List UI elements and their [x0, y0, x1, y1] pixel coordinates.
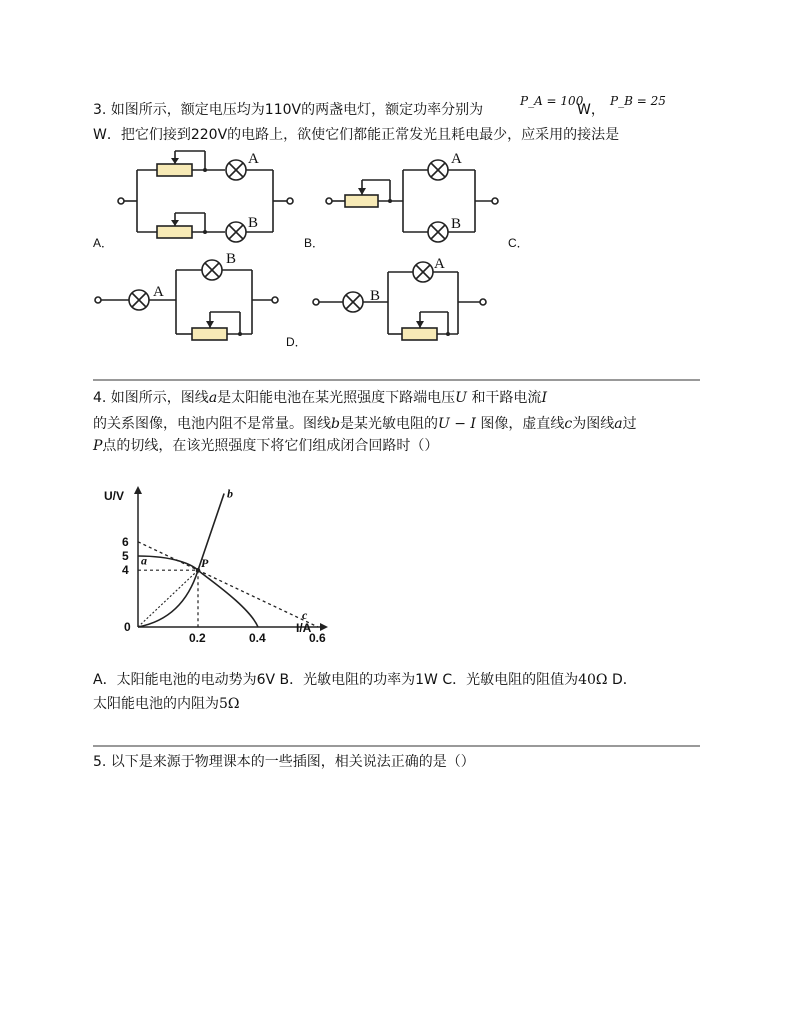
- y-tick-label: 4: [122, 563, 129, 578]
- x-tick-label: 0.2: [189, 631, 206, 645]
- section-divider: [93, 379, 700, 381]
- x-tick-label: 0.4: [249, 631, 266, 645]
- y-tick-label: 0: [124, 620, 131, 634]
- point-p: [196, 568, 200, 572]
- var-c: c: [564, 416, 573, 432]
- y-axis-label: U/V: [104, 489, 125, 503]
- circuit-option-b: [325, 148, 505, 248]
- var-a: a: [208, 390, 218, 406]
- series-b-label: b: [227, 486, 233, 501]
- lamp-b-label-c: B: [226, 251, 237, 267]
- y-axis-arrow: [134, 486, 142, 494]
- var-ui: U − I: [437, 416, 476, 432]
- lamp-b-label-b: B: [451, 216, 462, 232]
- ui-graph: [98, 480, 328, 650]
- q5-line1: 5. 以下是来源于物理课本的一些插图，相关说法正确的是（）: [93, 754, 475, 770]
- q4-line2: 的关系图像，电池内阻不是常量。图线b是某光敏电阻的U − I 图像，虚直线c为图线a过: [93, 416, 637, 432]
- circuit-option-c: [92, 250, 292, 350]
- var-a2: a: [614, 416, 623, 432]
- q3-line2: W．把它们接到220V的电路上，欲使它们都能正常发光且耗电最少，应采用的接法是: [93, 127, 620, 143]
- origin-to-p-line: [138, 570, 198, 627]
- lamp-a-label: A: [248, 151, 259, 167]
- q3-pa-formula: P_A = 100: [520, 94, 584, 108]
- q4-line3: P点的切线，在该光照强度下将它们组成闭合回路时（）: [93, 438, 439, 454]
- q3-unit-w: W，: [577, 102, 605, 118]
- x-axis-arrow: [320, 623, 328, 631]
- lamp-a-label-b: A: [451, 151, 462, 167]
- x-tick-label: 0.6: [309, 631, 326, 645]
- q3-line1: 3. 如图所示，额定电压均为110V的两盏电灯，额定功率分别为: [93, 102, 484, 118]
- lamp-a-label-c: A: [153, 284, 164, 300]
- var-u: U: [455, 390, 467, 406]
- y-tick-label: 6: [122, 534, 129, 549]
- option-c-label: C．: [508, 236, 529, 250]
- option-d-label: D．: [286, 335, 307, 349]
- q3-pb-formula: P_B = 25: [610, 94, 666, 108]
- series-a-label: a: [141, 553, 147, 568]
- var-p: P: [93, 438, 103, 454]
- section-divider-2: [93, 745, 700, 747]
- omega-5: 5Ω: [219, 696, 240, 712]
- y-tick-label: 5: [122, 549, 129, 563]
- series-a-curve: [138, 556, 258, 627]
- x-axis-label: I/A: [296, 621, 312, 635]
- q4-line1: 4. 如图所示，图线a是太阳能电池在某光照强度下路端电压U 和干路电流I: [93, 390, 547, 406]
- lamp-a-label-d: A: [434, 256, 445, 272]
- point-p-label: P: [201, 556, 209, 571]
- q4-answers-line2: 太阳能电池的内阻为5Ω: [93, 696, 240, 712]
- series-c-label: c: [302, 608, 308, 623]
- lamp-b-label: B: [248, 215, 259, 231]
- series-c-line: [138, 542, 318, 627]
- omega-40: 40Ω: [578, 672, 608, 688]
- var-b: b: [331, 416, 340, 432]
- var-i: I: [541, 390, 547, 406]
- circuit-option-d: [310, 250, 500, 350]
- option-b-label: B．: [304, 236, 325, 250]
- series-b-curve: [138, 494, 224, 627]
- option-a-label: A．: [93, 236, 114, 250]
- lamp-b-label-d: B: [370, 288, 381, 304]
- circuit-option-a: [115, 145, 305, 245]
- q4-answers-line1: A．太阳能电池的电动势为6V B．光敏电阻的功率为1W C．光敏电阻的阻值为40Ω D．: [93, 672, 637, 688]
